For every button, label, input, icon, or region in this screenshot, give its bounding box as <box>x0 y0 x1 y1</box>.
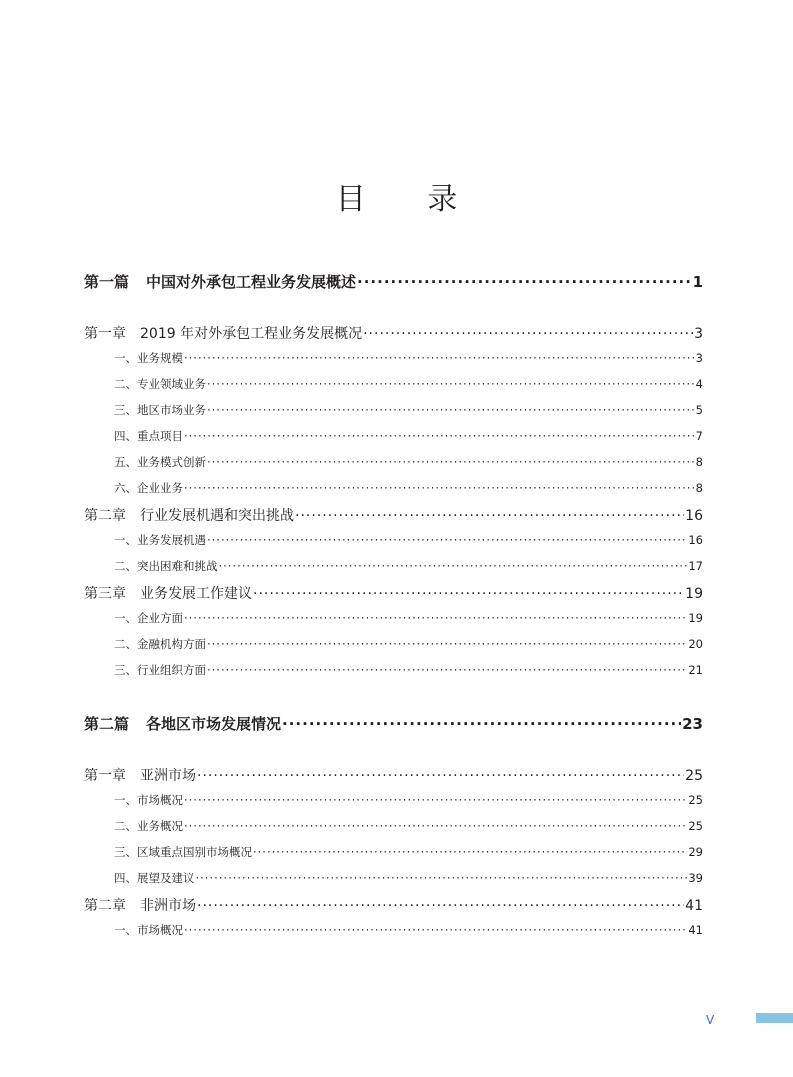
toc-section[interactable] <box>114 661 703 679</box>
toc-chapter[interactable] <box>84 506 703 526</box>
section-label: 二、业务概况 <box>114 819 183 833</box>
section-label: 四、重点项目 <box>114 429 183 443</box>
toc-section[interactable] <box>114 479 703 497</box>
page-number: 20 <box>688 637 703 651</box>
toc-section[interactable] <box>114 609 703 627</box>
dot-leader <box>253 843 687 861</box>
toc-section[interactable] <box>114 557 703 575</box>
toc-chapter[interactable] <box>84 584 703 604</box>
page-number: 3 <box>694 326 703 342</box>
toc-section[interactable] <box>114 401 703 419</box>
dot-leader <box>219 557 688 575</box>
dot-leader <box>196 869 688 887</box>
section-label: 一、业务发展机遇 <box>114 533 206 547</box>
page-number: 23 <box>682 715 703 733</box>
toc-section[interactable] <box>114 791 703 809</box>
dot-leader <box>184 817 687 835</box>
page-title: 目 录 <box>335 182 484 217</box>
section-label: 一、业务规模 <box>114 351 183 365</box>
page-number: 25 <box>688 793 703 807</box>
section-label: 三、区域重点国别市场概况 <box>114 845 252 859</box>
page-number: 29 <box>688 845 703 859</box>
section-label: 六、企业业务 <box>114 481 183 495</box>
dot-leader <box>207 375 695 393</box>
dot-leader <box>207 401 695 419</box>
dot-leader <box>207 453 695 471</box>
toc-chapter[interactable] <box>84 766 703 786</box>
dot-leader <box>184 921 687 939</box>
chapter-label: 第二章 行业发展机遇和突出挑战 <box>84 508 294 524</box>
page-number: 1 <box>692 273 703 291</box>
page-number: 7 <box>695 429 703 443</box>
toc-chapter[interactable] <box>84 896 703 916</box>
page-number: 3 <box>695 351 703 365</box>
toc-section[interactable] <box>114 453 703 471</box>
page-number: 25 <box>685 768 703 784</box>
part-label: 第二篇 各地区市场发展情况 <box>84 715 282 733</box>
folio-page-number: V <box>706 1013 715 1027</box>
dot-leader <box>253 584 684 604</box>
page-number: 17 <box>688 559 703 573</box>
page-number: 41 <box>688 923 703 937</box>
toc-section[interactable] <box>114 427 703 445</box>
dot-leader <box>295 506 684 526</box>
dot-leader <box>184 349 695 367</box>
page-number: 41 <box>685 898 703 914</box>
page-number: 16 <box>688 533 703 547</box>
dot-leader <box>207 661 687 679</box>
page-number: 8 <box>695 455 703 469</box>
page-number: 25 <box>688 819 703 833</box>
page-number: 19 <box>685 586 703 602</box>
dot-leader <box>184 791 687 809</box>
dot-leader <box>197 896 684 916</box>
page-edge-tab <box>756 1013 793 1023</box>
dot-leader <box>184 609 687 627</box>
part-label: 第一篇 中国对外承包工程业务发展概述 <box>84 273 357 291</box>
section-label: 一、市场概况 <box>114 923 183 937</box>
section-label: 二、专业领域业务 <box>114 377 206 391</box>
dot-leader <box>184 479 695 497</box>
page-number: 39 <box>688 871 703 885</box>
section-label: 一、市场概况 <box>114 793 183 807</box>
toc-section[interactable] <box>114 921 703 939</box>
section-label: 二、突出困难和挑战 <box>114 559 218 573</box>
dot-leader <box>363 324 693 344</box>
toc-section[interactable] <box>114 869 703 887</box>
dot-leader <box>282 713 681 735</box>
toc-section[interactable] <box>114 843 703 861</box>
section-label: 五、业务模式创新 <box>114 455 206 469</box>
page-number: 16 <box>685 508 703 524</box>
toc-section[interactable] <box>114 817 703 835</box>
dot-leader <box>197 766 684 786</box>
toc-part[interactable] <box>84 271 703 293</box>
chapter-label: 第二章 非洲市场 <box>84 898 196 914</box>
page-number: 19 <box>688 611 703 625</box>
chapter-label: 第三章 业务发展工作建议 <box>84 586 252 602</box>
section-label: 一、企业方面 <box>114 611 183 625</box>
page-number: 8 <box>695 481 703 495</box>
section-label: 四、展望及建议 <box>114 871 195 885</box>
chapter-label: 第一章 2019 年对外承包工程业务发展概况 <box>84 326 363 342</box>
section-label: 三、行业组织方面 <box>114 663 206 677</box>
chapter-label: 第一章 亚洲市场 <box>84 768 196 784</box>
toc-section[interactable] <box>114 375 703 393</box>
dot-leader <box>357 271 692 293</box>
toc-section[interactable] <box>114 635 703 653</box>
section-label: 二、金融机构方面 <box>114 637 206 651</box>
toc-chapter[interactable] <box>84 324 703 344</box>
dot-leader <box>207 531 687 549</box>
toc-section[interactable] <box>114 531 703 549</box>
page-number: 4 <box>695 377 703 391</box>
dot-leader <box>184 427 695 445</box>
dot-leader <box>207 635 687 653</box>
toc-part[interactable] <box>84 713 703 735</box>
toc-section[interactable] <box>114 349 703 367</box>
page-number: 21 <box>688 663 703 677</box>
page-number: 5 <box>695 403 703 417</box>
section-label: 三、地区市场业务 <box>114 403 206 417</box>
